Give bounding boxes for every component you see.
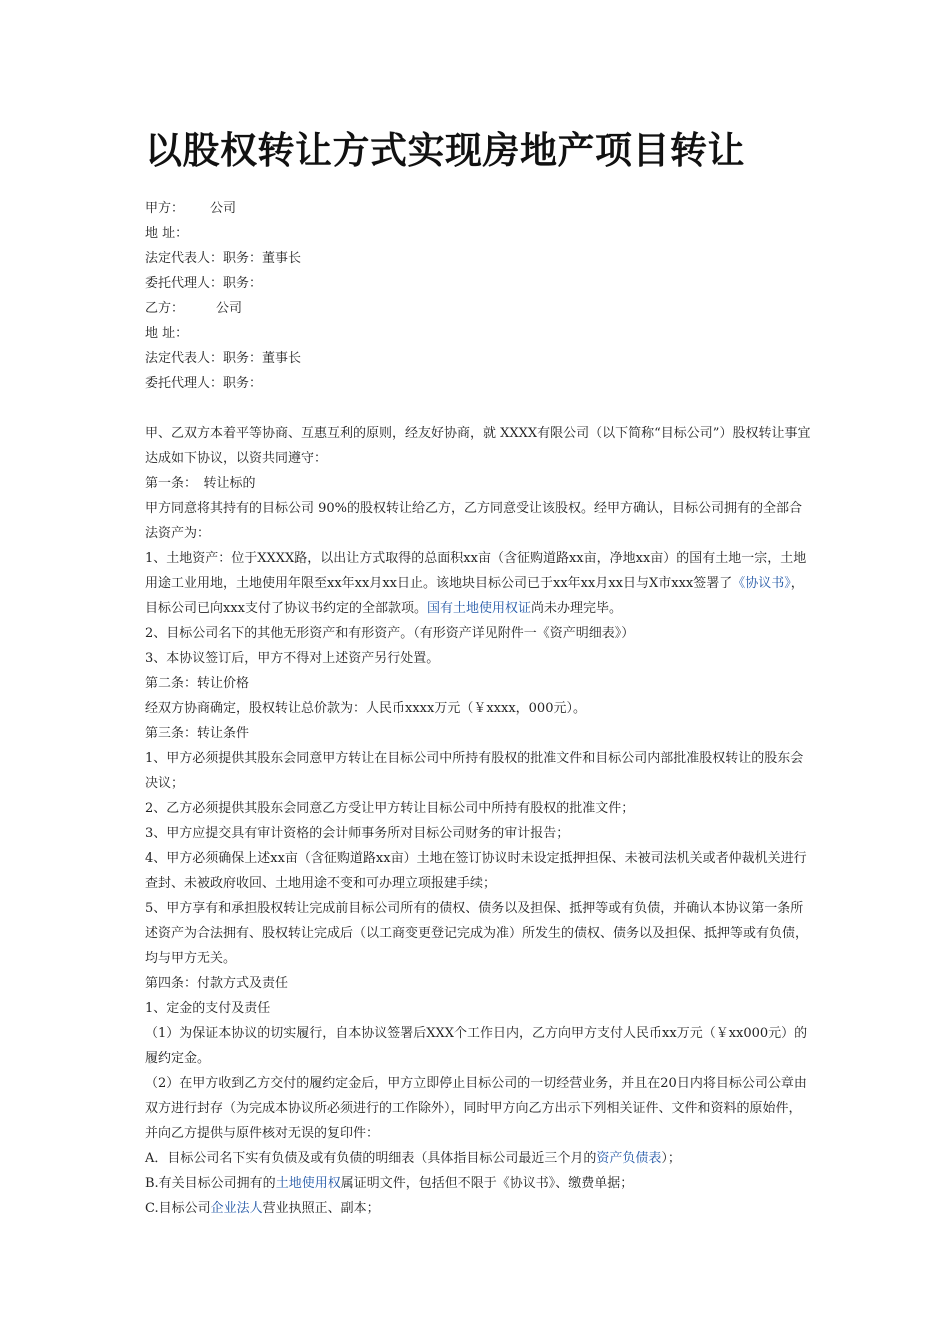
party-a-agent-position: 职务： bbox=[223, 276, 263, 291]
party-b-value: 公司 bbox=[216, 301, 243, 316]
party-b-legal-rep-label: 法定代表人： bbox=[145, 351, 224, 366]
article-2-paragraph: 经双方协商确定，股权转让总价款为：人民币xxxx万元（￥xxxx，000元）。 bbox=[145, 701, 586, 716]
article-1-item-2: 2、目标公司名下的其他无形资产和有形资产。（有形资产详见附件一《资产明细表》） bbox=[145, 626, 635, 641]
party-b-legal-rep-line bbox=[145, 346, 813, 371]
party-a-address: 地 址： bbox=[145, 226, 189, 241]
party-a-position: 职务：董事长 bbox=[223, 251, 302, 266]
article-3-item-5: 5、甲方享有和承担股权转让完成前目标公司所有的债权、债务以及担保、抵押等或有负债，并确认本协议第一条所述资产为合法拥有、股权转让完成后（以工商变更登记完成为准）所发生的债权、债务以及担保、抵押等或有负债，均与甲方无关。 bbox=[145, 901, 809, 966]
article-4-item-c-end: 营业执照正、副本； bbox=[262, 1201, 380, 1216]
party-b-agent-line bbox=[145, 371, 813, 396]
party-b-label: 乙方： bbox=[145, 301, 185, 316]
article-4-item-a-end: ）； bbox=[661, 1151, 681, 1166]
land-use-right-link[interactable]: 土地使用权 bbox=[275, 1176, 341, 1191]
enterprise-legal-person-link[interactable]: 企业法人 bbox=[210, 1201, 263, 1216]
article-4-item-c bbox=[145, 1196, 813, 1221]
party-a-label: 甲方： bbox=[145, 201, 185, 216]
party-a-legal-rep-label: 法定代表人： bbox=[145, 251, 224, 266]
article-3-item-4: 4、甲方必须确保上述xx亩（含征购道路xx亩）土地在签订协议时未设定抵押担保、未被司法机关或者仲裁机关进行查封、未被政府收回、土地用途不变和可办理立项报建手续； bbox=[145, 851, 807, 891]
party-a-legal-rep-line bbox=[145, 246, 813, 271]
party-b-agent-label: 委托代理人： bbox=[145, 376, 224, 391]
article-1-item-1 bbox=[145, 546, 813, 621]
article-1-item-1-text-c: 尚未办理完毕。 bbox=[531, 601, 623, 616]
article-1-item-1-text-a: 1、土地资产：位于XXXX路，以出让方式取得的总面积xx亩（含征购道路xx亩，净地xx亩）的国有土地一宗，土地用途工业用地，土地使用年限至xx年xx月xx日止。该地块目标公司已于xx年xx月xx日与X市xxx签署了 bbox=[145, 551, 807, 591]
article-4-item-a bbox=[145, 1146, 813, 1171]
article-4-subheading-1: 1、定金的支付及责任 bbox=[145, 1001, 271, 1016]
article-4-item-a-text: A．目标公司名下实有负债及或有负债的明细表（具体指目标公司最近三个月的 bbox=[145, 1151, 597, 1166]
article-4-paragraph-1: （1）为保证本协议的切实履行，自本协议签署后XXX个工作日内，乙方向甲方支付人民币xx万元（￥xx000元）的履约定金。 bbox=[145, 1026, 808, 1066]
land-use-certificate-link[interactable]: 国有土地使用权证 bbox=[427, 601, 532, 616]
document-title: 以股权转让方式实现房地产项目转让 bbox=[145, 129, 745, 172]
article-4-item-c-text: C.目标公司 bbox=[145, 1201, 211, 1216]
balance-sheet-link[interactable]: 资产负债表 bbox=[596, 1151, 662, 1166]
article-4-item-b bbox=[145, 1171, 813, 1196]
agreement-link[interactable]: 《协议书》 bbox=[732, 576, 791, 591]
paragraph-gap bbox=[145, 396, 813, 421]
party-a-value: 公司 bbox=[210, 201, 237, 216]
article-1-item-3: 3、本协议签订后，甲方不得对上述资产另行处置。 bbox=[145, 651, 440, 666]
party-b-position: 职务：董事长 bbox=[223, 351, 302, 366]
article-1-heading: 第一条： 转让标的 bbox=[145, 476, 256, 491]
article-1-paragraph: 甲方同意将其持有的目标公司 90%的股权转让给乙方，乙方同意受让该股权。经甲方确认，目标公司拥有的全部合法资产为： bbox=[145, 501, 803, 541]
document-body bbox=[145, 196, 813, 1221]
article-3-heading: 第三条：转让条件 bbox=[145, 726, 250, 741]
party-b-line bbox=[145, 296, 813, 321]
article-3-item-3: 3、甲方应提交具有审计资格的会计师事务所对目标公司财务的审计报告； bbox=[145, 826, 570, 841]
article-4-paragraph-2: （2）在甲方收到乙方交付的履约定金后，甲方立即停止目标公司的一切经营业务，并且在20日内将目标公司公章由双方进行封存（为完成本协议所必须进行的工作除外），同时甲方向乙方出示下列相关证件、文件和资料的原始件，并向乙方提供与原件核对无误的复印件： bbox=[145, 1076, 807, 1141]
article-2-heading: 第二条：转让价格 bbox=[145, 676, 250, 691]
article-4-item-b-text: B.有关目标公司拥有的 bbox=[145, 1176, 276, 1191]
party-a-agent-line bbox=[145, 271, 813, 296]
article-4-heading: 第四条：付款方式及责任 bbox=[145, 976, 289, 991]
article-1-item-1-text-b: ，目标公司已向xxx支付了协议书约定的全部款项。 bbox=[145, 576, 804, 616]
intro-paragraph: 甲、乙双方本着平等协商、互惠互利的原则，经友好协商，就 XXXX有限公司（以下简称“目标公司”）股权转让事宜达成如下协议，以资共同遵守： bbox=[145, 426, 811, 466]
article-4-item-b-end: 属证明文件，包括但不限于《协议书》、缴费单据； bbox=[340, 1176, 634, 1191]
party-b-agent-position: 职务： bbox=[223, 376, 263, 391]
party-a-line bbox=[145, 196, 813, 221]
party-b-address: 地 址： bbox=[145, 326, 189, 341]
party-a-agent-label: 委托代理人： bbox=[145, 276, 224, 291]
article-3-item-1: 1、甲方必须提供其股东会同意甲方转让在目标公司中所持有股权的批准文件和目标公司内部批准股权转让的股东会决议； bbox=[145, 751, 804, 791]
article-3-item-2: 2、乙方必须提供其股东会同意乙方受让甲方转让目标公司中所持有股权的批准文件； bbox=[145, 801, 635, 816]
